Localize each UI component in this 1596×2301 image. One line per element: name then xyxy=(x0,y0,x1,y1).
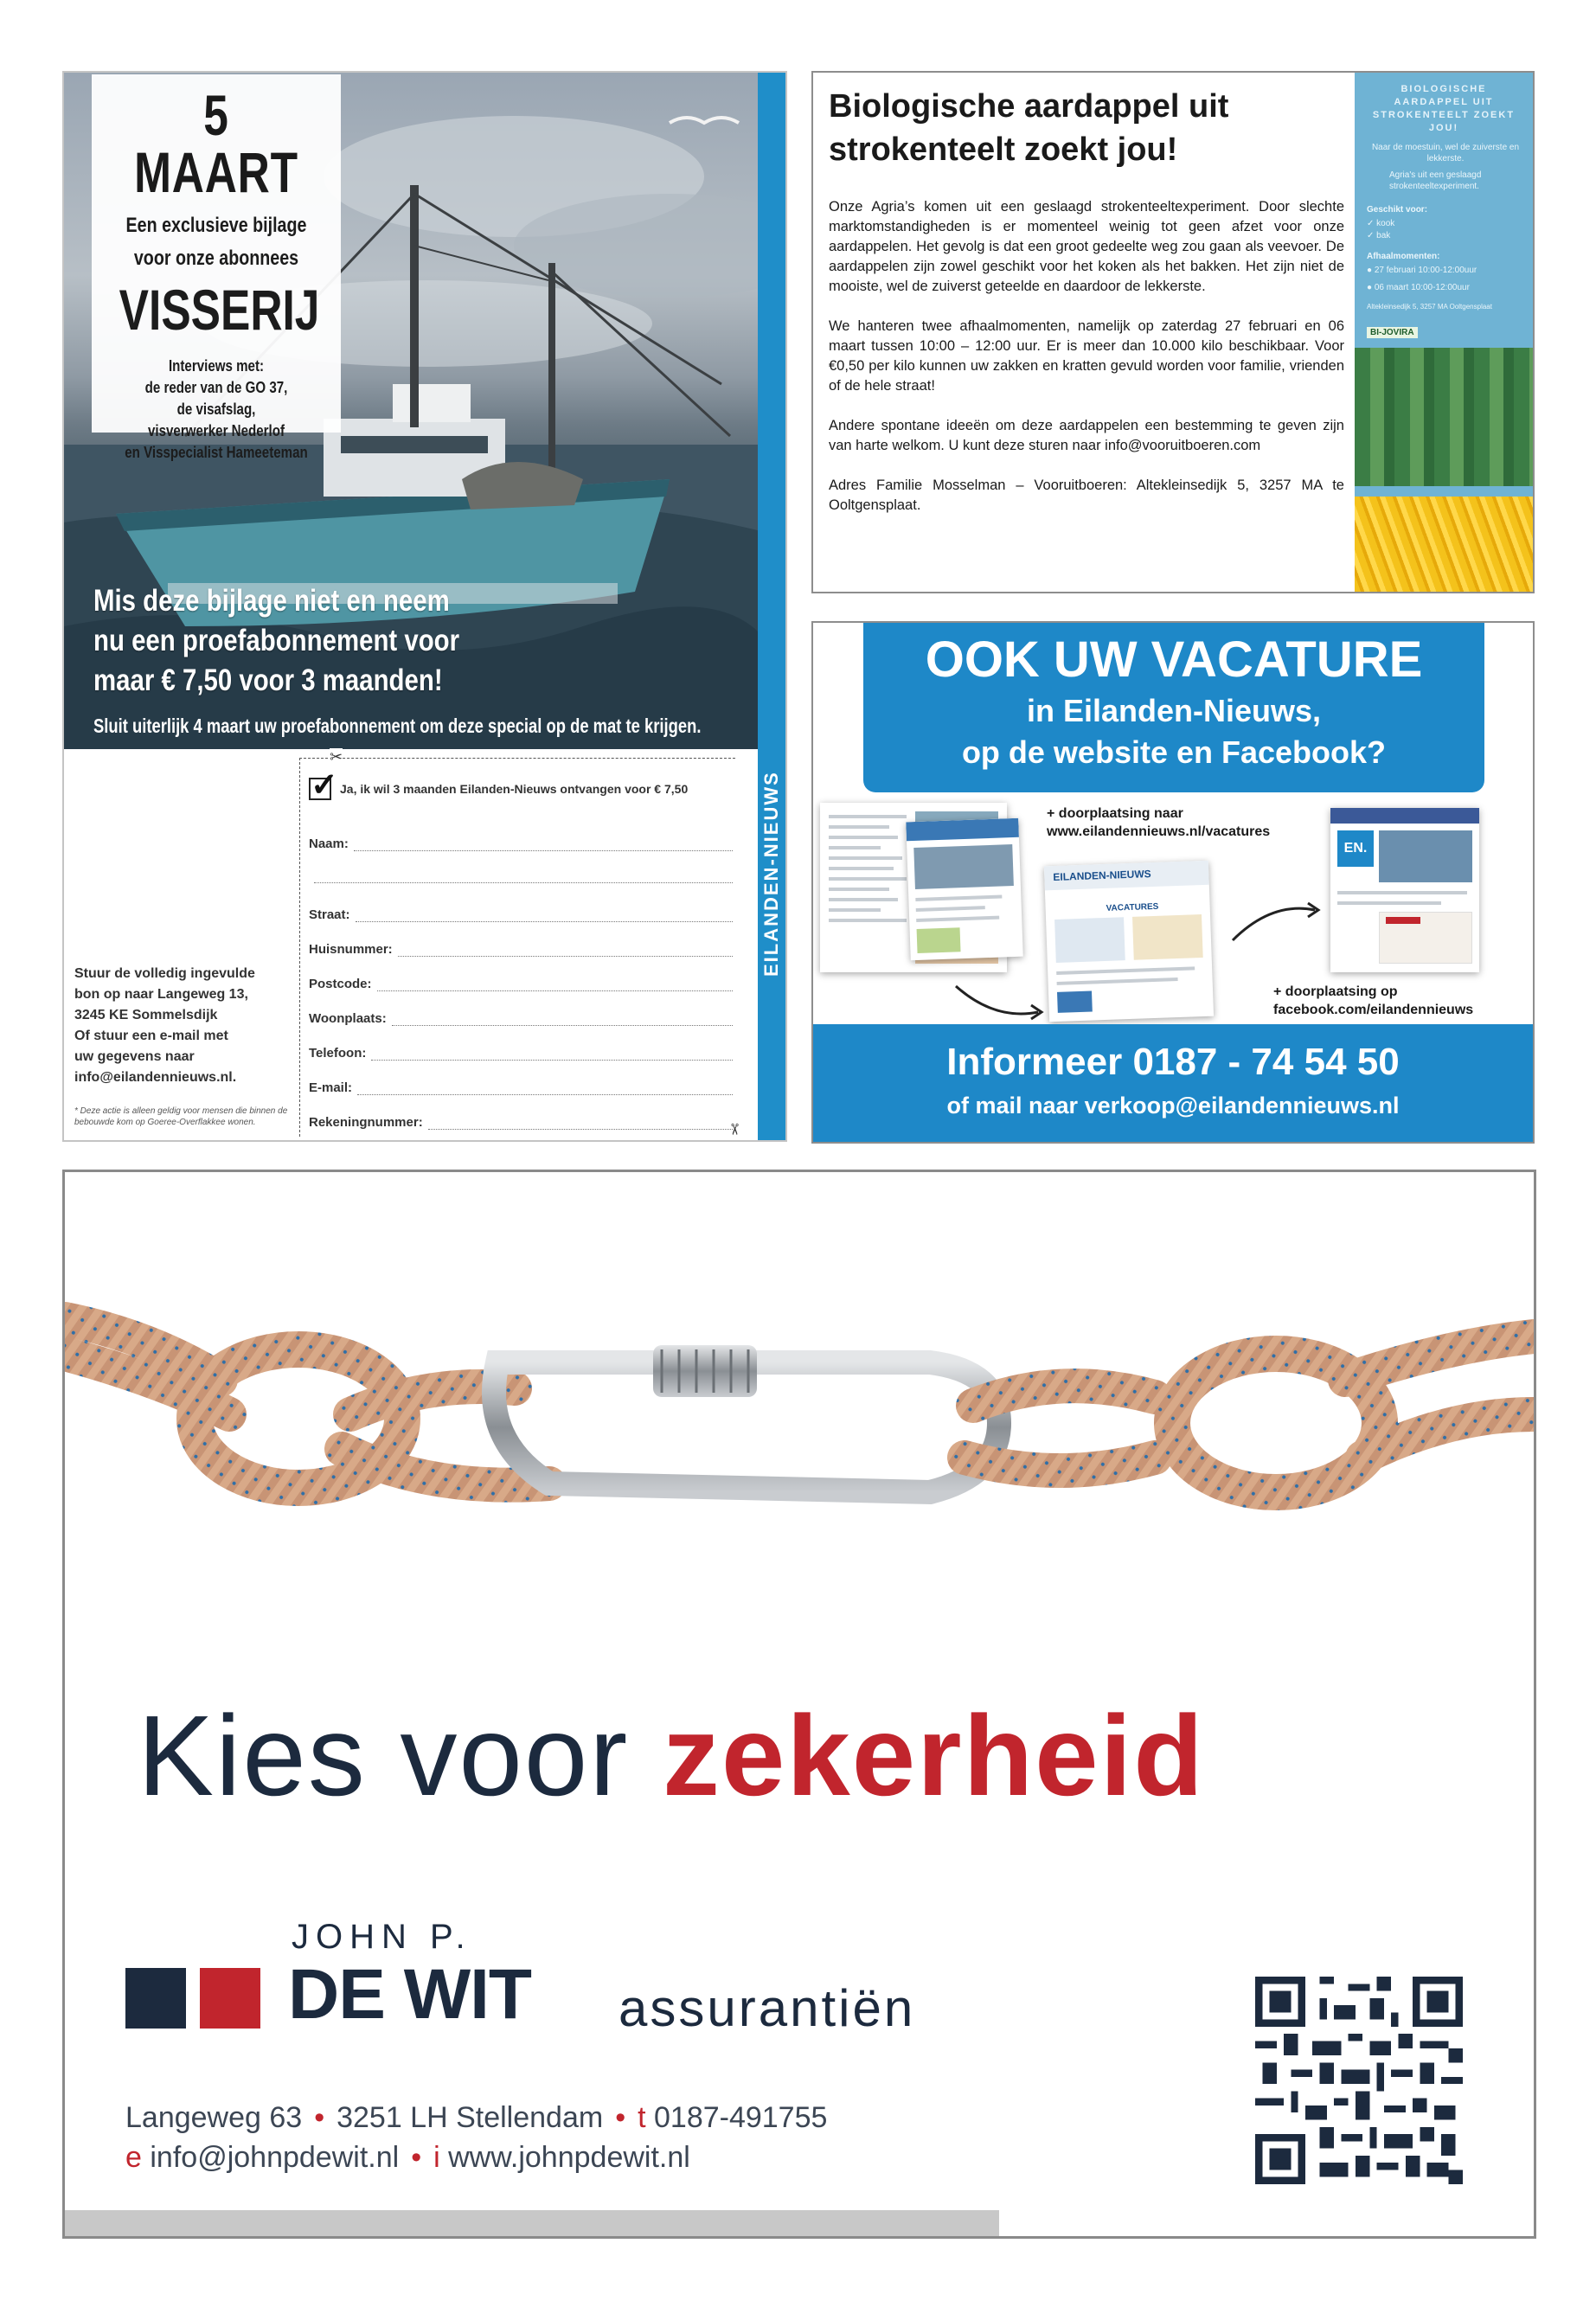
city-field[interactable]: Woonplaats: xyxy=(309,1011,733,1026)
website-mockup: EILANDEN-NIEUWS VACATURES xyxy=(1044,861,1214,1022)
dewit-logo-mark xyxy=(125,1968,264,2029)
arrow-icon xyxy=(952,977,1047,1029)
dewit-city: 3251 LH Stellendam xyxy=(337,2101,604,2134)
promo-deadline: Sluit uiterlijk 4 maart uw proefabonnement om deze special op de mat te krijgen. xyxy=(93,715,702,737)
dewit-logo-assurantien: assurantiën xyxy=(619,1979,916,2037)
facebook-note: + doorplaatsing op facebook.com/eilandennieuws xyxy=(1273,984,1474,1017)
aardappel-paragraph: Onze Agria’s komen uit een geslaagd strokenteeltexperiment. Door slechte marktomstandigheden is er momenteel weinig tot geen afzet voor onze aardappelen. Het gevolg is dat een groot gedeelte weg zou gaan als veevoer. De aardappelen zijn zowel geschikt voor het koken als het bakken. Het zijn niet de mooiste, wel de zuiverst geteelde en daardoor de lekkerste. xyxy=(829,199,1344,294)
flyer-geschikt-label: Geschikt voor: xyxy=(1367,205,1428,215)
aardappel-paragraph: Andere spontane ideeën om deze aardappelen een bestemming te geven zijn van harte welkom. U kunt deze sturen naar info@vooruitboeren.com xyxy=(829,418,1344,453)
subscribe-checkbox-row[interactable] xyxy=(309,778,733,800)
scissors-icon: ✂ xyxy=(330,748,343,766)
dewit-street: Langeweg 63 xyxy=(125,2101,303,2134)
name-field-extra-line[interactable] xyxy=(309,871,733,883)
flyer-afhaal-item: ● 27 februari 10:00-12:00uur xyxy=(1367,266,1477,275)
rope-carabiner-photo xyxy=(65,1285,1534,1544)
street-field[interactable]: Straat: xyxy=(309,907,733,922)
phone-field[interactable]: Telefoon: xyxy=(309,1046,733,1061)
aardappel-advertisement xyxy=(811,71,1535,593)
vacature-advertisement xyxy=(811,621,1535,1144)
dewit-logo-john: JOHN P. xyxy=(292,1918,472,1956)
account-number-field[interactable]: Rekeningnummer: xyxy=(309,1115,733,1130)
fries-photo xyxy=(1355,497,1533,593)
dewit-tagline: Kies voor zekerheid xyxy=(138,1692,1205,1819)
vacature-headline: OOK UW VACATURE xyxy=(925,631,1423,688)
newspaper-mockup-page xyxy=(906,818,1023,960)
vacature-phone: Informeer 0187 - 74 54 50 xyxy=(946,1041,1400,1083)
flyer-heading: BIOLOGISCHE AARDAPPEL UIT STROKENTEELT ZOEKT JOU! xyxy=(1372,84,1516,133)
subscription-promo: Mis deze bijlage niet en neem nu een proefabonnement voor maar € 7,50 voor 3 maanden! xyxy=(93,584,460,697)
coupon-instructions: Stuur de volledig ingevulde bon op naar Langeweg 13, 3245 KE Sommelsdijk Of stuur een e-mail met uw gegevens naar info@eilandennieuws.nl. xyxy=(74,966,255,1085)
vacature-mail: of mail naar verkoop@eilandennieuws.nl xyxy=(946,1093,1400,1118)
vacature-subline: op de website en Facebook? xyxy=(961,734,1387,770)
qr-code-icon[interactable] xyxy=(1255,1977,1463,2184)
name-field[interactable]: Naam: xyxy=(309,836,733,851)
flyer-afhaal-label: Afhaalmomenten: xyxy=(1367,252,1440,261)
coupon-footnote: * Deze actie is alleen geldig voor mensen die binnen de bebouwde kom op Goeree-Overflakkee wonen. xyxy=(74,1106,288,1127)
dewit-logo-name: DE WIT xyxy=(288,1955,531,2034)
bijlage-subtitle: Een exclusieve bijlage voor onze abonnees xyxy=(125,214,307,270)
bijlage-topic: VISSERIJ xyxy=(119,278,320,342)
brand-strip xyxy=(758,73,785,1140)
aardappel-paragraph: Adres Familie Mosselman – Vooruitboeren: Altekleinsedijk 5, 3257 MA te Ooltgensplaat. xyxy=(829,478,1344,513)
dewit-address-line: Langeweg 63 • 3251 LH Stellendam • t 0187-491755 xyxy=(125,2101,828,2134)
brand-strip-text xyxy=(760,939,783,977)
flyer-afhaal-item: ● 06 maart 10:00-12:00uur xyxy=(1367,283,1470,292)
vacature-subline: in Eilanden-Nieuws, xyxy=(1026,693,1322,728)
flyer-geschikt-item: ✓ bak xyxy=(1367,231,1391,240)
strip-cultivation-photo xyxy=(1355,348,1533,486)
dewit-advertisement xyxy=(62,1170,1536,2239)
scissors-icon: ✂ xyxy=(725,1122,743,1137)
subscription-coupon-form xyxy=(299,748,743,1137)
flyer-address: Altekleinsedijk 5, 3257 MA Ooltgensplaat xyxy=(1367,303,1492,311)
dewit-website[interactable]: www.johnpdewit.nl xyxy=(448,2141,690,2174)
dewit-online-line: e info@johnpdewit.nl • i www.johnpdewit.nl xyxy=(125,2141,690,2174)
visserij-advertisement xyxy=(62,71,787,1142)
website-note: + doorplaatsing naar www.eilandennieuws.nl/vacatures xyxy=(1047,806,1271,839)
aardappel-title: Biologische aardappel uit strokenteelt zoekt jou! xyxy=(829,88,1229,168)
interviews-list: Interviews met: de reder van de GO 37, de visafslag, visverwerker Nederlof en Visspecialist Hameeteman xyxy=(125,357,308,462)
bijlage-date: 5 MAART xyxy=(134,83,298,204)
subscribe-checkbox[interactable] xyxy=(309,778,331,800)
house-number-field[interactable]: Huisnummer: xyxy=(309,942,733,957)
flyer-geschikt-item: ✓ kook xyxy=(1367,219,1395,228)
subscribe-checkbox-label: Ja, ik wil 3 maanden Eilanden-Nieuws ontvangen voor € 7,50 xyxy=(340,782,689,796)
dewit-phone: 0187-491755 xyxy=(654,2101,828,2134)
vacature-contact-bar xyxy=(813,1024,1533,1142)
facebook-mockup: EN. xyxy=(1330,808,1479,972)
dewit-footer-bar xyxy=(65,2210,999,2236)
aardappel-body xyxy=(829,197,1344,535)
arrow-icon xyxy=(1228,893,1324,945)
flyer-intro: Naar de moestuin, wel de zuiverste en lekkerste. xyxy=(1371,143,1520,163)
postcode-field[interactable]: Postcode: xyxy=(309,977,733,991)
aardappel-paragraph: We hanteren twee afhaalmomenten, namelijk op zaterdag 27 februari en 06 maart tussen 10:00 – 12:00 uur. Er is meer dan 10.000 kilo beschikbaar. Voor €0,50 per kilo kunnen uw zakken en kratten gevuld worden voor familie, vrienden of de hele straat! xyxy=(829,318,1344,394)
visserij-headline-box xyxy=(92,74,341,462)
bijovira-logo: BI-JOVIRA xyxy=(1367,327,1418,338)
vacature-banner xyxy=(863,623,1484,792)
dewit-email[interactable]: info@johnpdewit.nl xyxy=(150,2141,400,2174)
email-field[interactable]: E-mail: xyxy=(309,1080,733,1095)
aardappel-flyer-thumbnail xyxy=(1355,73,1533,592)
dewit-contact xyxy=(125,2098,827,2177)
flyer-agria: Agria's uit een geslaagd strokenteeltexperiment. xyxy=(1389,170,1482,191)
